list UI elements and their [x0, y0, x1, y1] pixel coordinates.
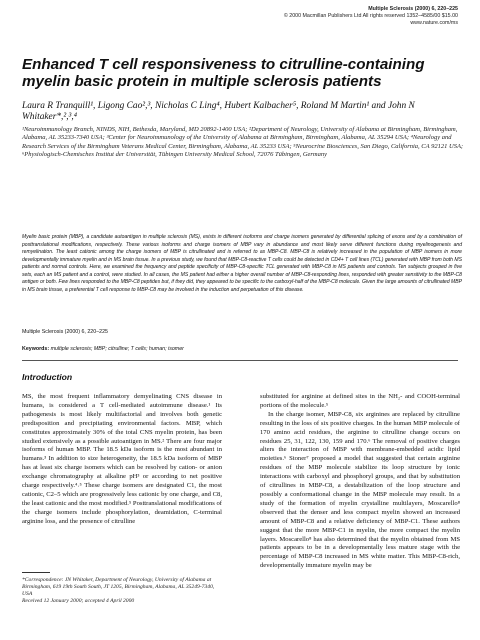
- keywords-list: multiple sclerosis; MBP; citrulline; T cells; human; isomer: [50, 346, 184, 352]
- correspondence-footnote: [22, 577, 222, 605]
- copyright-line: © 2000 Macmillan Publishers Ltd All rights reserved 1352–4585/00 $15.00: [283, 13, 458, 19]
- correspondence-address: *Correspondence: JN Whitaker, Department of Neurology, University of Alabama at Birmingham, 619 19th South South, JT 1205, Birmingham, Alabama, AL 35249-7340, USA: [22, 577, 215, 598]
- received-dates: Received 12 January 2000; accepted 4 April 2000: [22, 598, 135, 605]
- intro-paragraph-continued: substituted for arginine at defined sites in the NH₂- and COOH-terminal portions of the molecule.⁵: [260, 393, 460, 409]
- footnote-rule: [22, 572, 50, 573]
- introduction-heading: Introduction: [22, 372, 73, 382]
- article-title: Enhanced T cell responsiveness to citrulline-containing myelin basic protein in multiple sclerosis patients: [22, 56, 425, 90]
- intro-paragraph: MS, the most frequent inflammatory demyelinating CNS disease in humans, is considered a T cell-mediated autoimmune disease.¹ Its pathogenesis is most likely multifactorial and involves both genetic predisposition and precipitating environmental factors. MBP, which constitutes approximately 30% of the total CNS myelin protein, has been studied extensively as a possible autoantigen in MS.² There are four major isoforms of human MBP. The 18.5 kDa isoform is the most abundant in humans.³ In addition to size heterogeneity, the 18.5 kDa isoform of MBP has at least six charge isomers which can be resolved by cation- or anion exchange chromatography at alkaline pH³ or according to net positive charge respectively.⁴˒⁵ These charge isomers are designated C1, the most cationic, C2–5 which are progressively less cationic by one charge, and C8, the least cationic and the most modified.⁵ Posttranslational modifications of the charge isomers include phosphorylation, deamidation, C-terminal arginine loss, and the presence of citrulline: [22, 393, 222, 525]
- keywords: [22, 346, 462, 353]
- journal-url[interactable]: www.nature.com/ms: [410, 20, 458, 26]
- author-list: Laura R Tranquill¹, Ligong Cao²,³, Nicholas C Ling⁴, Hubert Kalbacher⁵, Roland M Martin¹ and John N Whitaker*,²,³,⁴: [22, 101, 415, 122]
- abstract: Myelin basic protein (MBP), a candidate autoantigen in multiple sclerosis (MS), exists in different isoforms and charge isomers generated by differential splicing of exons and by a combination of posttranslational modifications, respectively. These various isoforms and charge isomers of MBP vary in abundance and most likely serve different functions during myelinogenesis and remyelination. The least cationic among the charge isomers of MBP is citrullinated and is referred to as MBP-C8. MBP-C8 is relatively increased in the population of MBP isomers in more developmentally immature myelin and in MS brain tissue. In a previous study, we found that MBP-C8-reactive T cells could be detected in CD4+ T cell lines (TCL) generated with MBP from both MS patients and normal controls. Here, we examined the frequency and peptide specificity of MBP-C8-specific TCL generated with MBP-C8 in MS patients and controls. Ten subjects grouped in five sets, each an MS patient and a control, were studied. In all cases, the MS patient had either a higher overall number of MBP-C8-responding lines, responded with greater sensitivity to the MBP-C8 antigen or both. Few lines responded to the MBP-C8 peptides but, if they did, they appeared to be specific to the carboxyl-half of the MBP-C8 molecule. Given the large amounts of citrullinated MBP in MS brain tissue, a preferential T cell response to MBP-C8 may be involved in the induction and perpetuation of this disease.: [22, 234, 462, 293]
- abstract-citation: Multiple Sclerosis (2000) 6, 220–225: [22, 329, 108, 335]
- section-divider: [22, 360, 458, 361]
- running-header: [158, 6, 458, 27]
- body-column-left: [22, 393, 222, 527]
- affiliations: ¹Neuroimmunology Branch, NINDS, NIH, Bethesda, Maryland, MD 20892-1400 USA; ²Department of Neurology, University of Alabama at Birmingham, Birmingham, Alabama, AL 35233-7340 USA; ³Center for Neuroimmunology of the University of Alabama at Birmingham, Birmingham, Alabama, AL 35294 USA; ⁴Neurology and Research Services of the Birmingham Veterans Medical Center, Birmingham, Alabama, AL 35233 USA; ⁵Neurocrine Biosciences, San Diego, California, CA 92121 USA; ⁶Physiologisch-Chemisches Institut der Universität, Tübingen University Medical School, 72076 Tübingen, Germany: [22, 126, 464, 159]
- body-column-right: [260, 393, 460, 571]
- keywords-label: Keywords:: [22, 346, 50, 352]
- journal-line: Multiple Sclerosis (2000) 6, 220–225: [368, 6, 458, 12]
- intro-paragraph: In the charge isomer, MBP-C8, six arginines are replaced by citrulline resulting in the loss of six positive charges. In the human MBP molecule of 170 amino acid residues, the arginine to citrulline change occurs on residues 25, 31, 122, 130, 159 and 170.⁶ The removal of positive charges alters the interaction of MBP with membrane-embedded acidic lipid moieties.⁶ Stoner⁷ proposed a model that suggested that certain arginine residues of the MBP molecule stabilize its loop structure by ionic interactions with carboxyl and phosphoryl groups, and that by substitution of citrullines in MBP-C8, a destabilization of the loop structure and possibly a conformational change in the MBP molecule may result. In a study of the formation of myelin crystalline multilayers, Moscarello⁸ observed that the denser and less compact myelin showed an increased amount of MBP-C8 and a relative deficiency of MBP-C1. These authors suggest that the more MBP-C1 in myelin, the more compact the myelin layers. Moscarello⁸ has also determined that the myelin obtained from MS patients appears to be in a developmentally less mature stage with the percentage of MBP-C8 increased in MS white matter. This MBP-C8-rich, developmentally immature myelin may be: [260, 410, 460, 570]
